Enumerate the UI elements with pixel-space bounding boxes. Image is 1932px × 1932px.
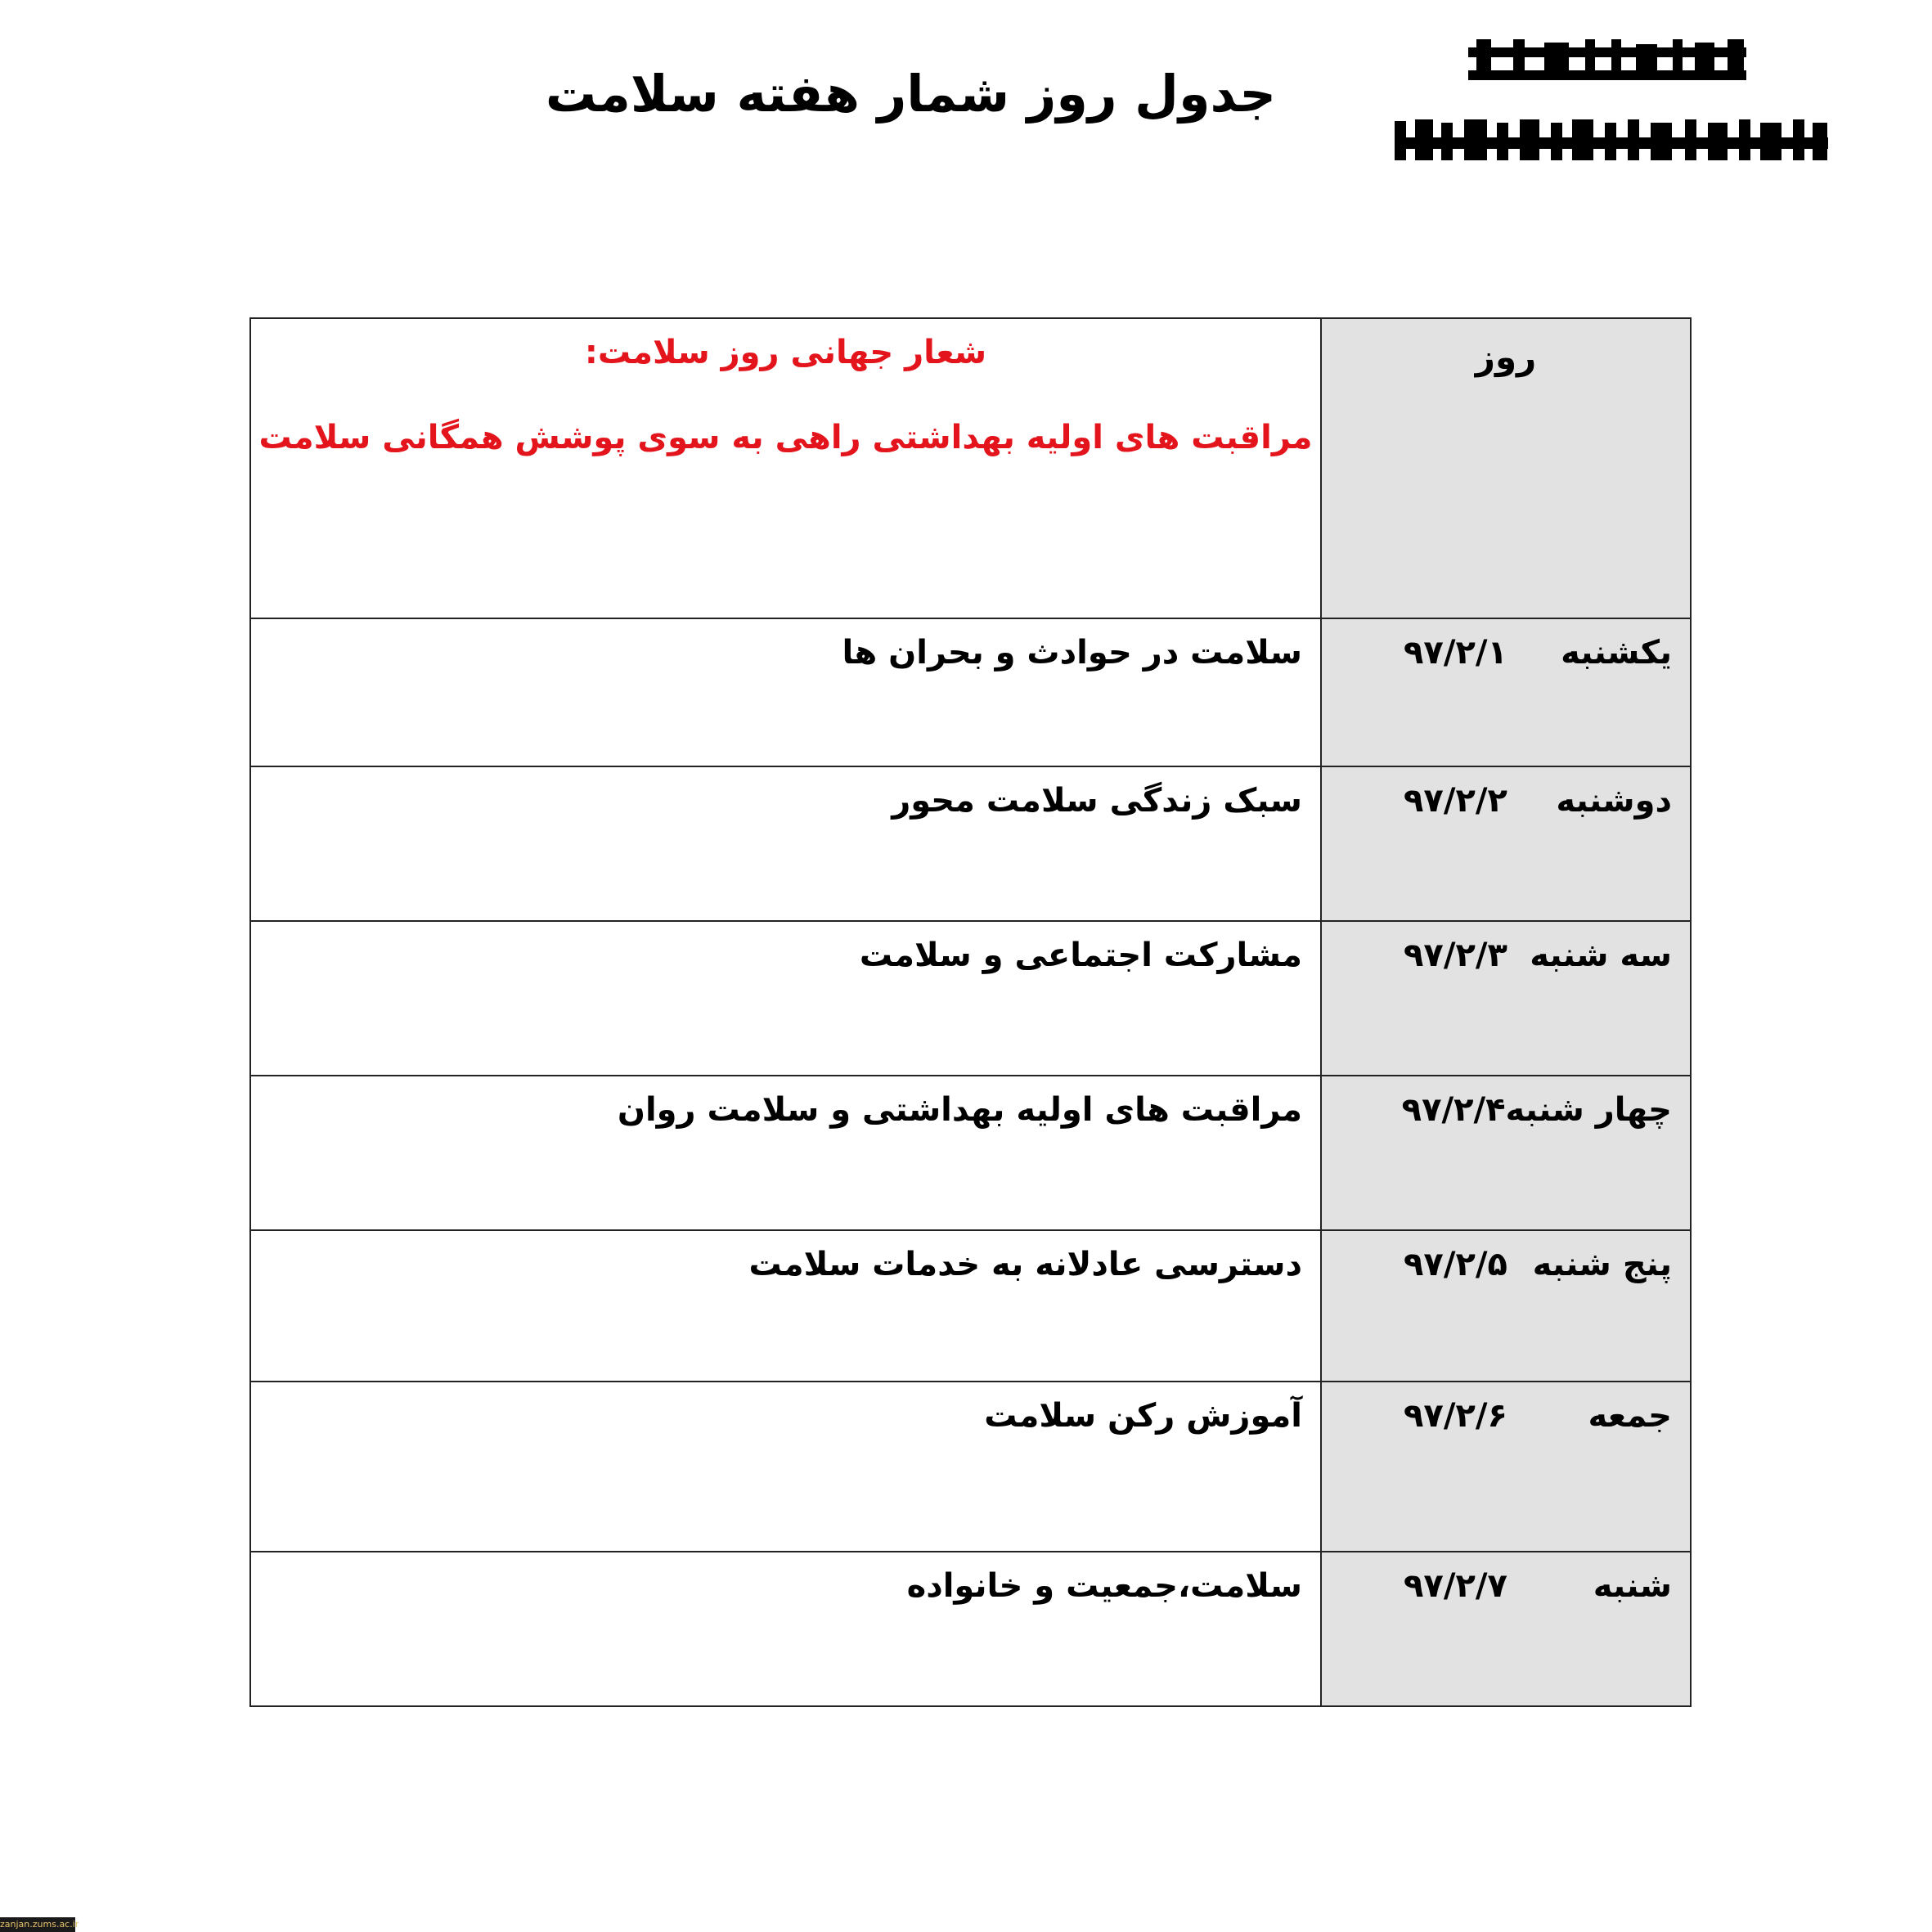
slogan-heading: شعار جهانی روز سلامت: (584, 334, 987, 371)
table-row (250, 618, 1691, 766)
day-date: ۹۷/۲/۵ (1404, 1246, 1507, 1283)
topic-cell (250, 1552, 1321, 1706)
site-watermark: zanjan.zums.ac.ir (0, 1917, 75, 1932)
table-row (250, 766, 1691, 921)
topic-cell (250, 1382, 1321, 1552)
topic-text: سلامت،جمعیت و خانواده (906, 1567, 1302, 1605)
day-cell (1321, 1552, 1691, 1706)
day-cell (1321, 618, 1691, 766)
topic-text: آموزش رکن سلامت (984, 1397, 1302, 1435)
table-row (250, 1382, 1691, 1552)
page-title: جدول روز شمار هفته سلامت (545, 64, 1276, 124)
topic-cell (250, 921, 1321, 1076)
day-date: ۹۷/۲/۶ (1404, 1397, 1507, 1435)
topic-cell (250, 1230, 1321, 1382)
day-date: ۹۷/۲/۲ (1404, 782, 1507, 820)
day-header-label: روز (1475, 337, 1537, 377)
day-name: جمعه (1588, 1397, 1672, 1435)
topic-text: دسترسی عادلانه به خدمات سلامت (748, 1246, 1302, 1283)
topic-text: سبک زندگی سلامت محور (892, 782, 1302, 820)
day-name: دوشنبه (1556, 782, 1672, 820)
day-name: شنبه (1593, 1567, 1672, 1605)
day-name: چهار شنبه (1505, 1091, 1672, 1129)
topic-text: سلامت در حوادث و بحران ها (842, 634, 1302, 672)
day-cell (1321, 1382, 1691, 1552)
day-cell (1321, 766, 1691, 921)
day-column-header (1321, 318, 1691, 618)
slogan-cell (250, 318, 1321, 618)
day-date: ۹۷/۲/۷ (1404, 1567, 1507, 1605)
table-row (250, 1076, 1691, 1230)
day-cell (1321, 921, 1691, 1076)
day-date: ۹۷/۲/۳ (1404, 937, 1507, 974)
topic-text: مراقبت های اولیه بهداشتی و سلامت روان (617, 1091, 1302, 1129)
health-week-schedule-table (249, 317, 1692, 1707)
topic-cell (250, 1076, 1321, 1230)
slogan-text: مراقبت های اولیه بهداشتی راهی به سوی پوشش همگانی سلامت (258, 419, 1313, 456)
topic-text: مشارکت اجتماعی و سلامت (859, 937, 1302, 974)
table-row (250, 1230, 1691, 1382)
day-cell (1321, 1076, 1691, 1230)
day-name: یکشنبه (1561, 634, 1672, 672)
table-row (250, 1552, 1691, 1706)
table-row (250, 921, 1691, 1076)
topic-cell (250, 618, 1321, 766)
day-date: ۹۷/۲/۱ (1404, 634, 1507, 672)
table-header-row (250, 318, 1691, 618)
day-date: ۹۷/۲/۴ (1401, 1091, 1506, 1129)
day-name: پنج شنبه (1532, 1246, 1672, 1283)
topic-cell (250, 766, 1321, 921)
health-week-logo (1391, 31, 1832, 170)
day-name: سه شنبه (1530, 937, 1672, 974)
day-cell (1321, 1230, 1691, 1382)
